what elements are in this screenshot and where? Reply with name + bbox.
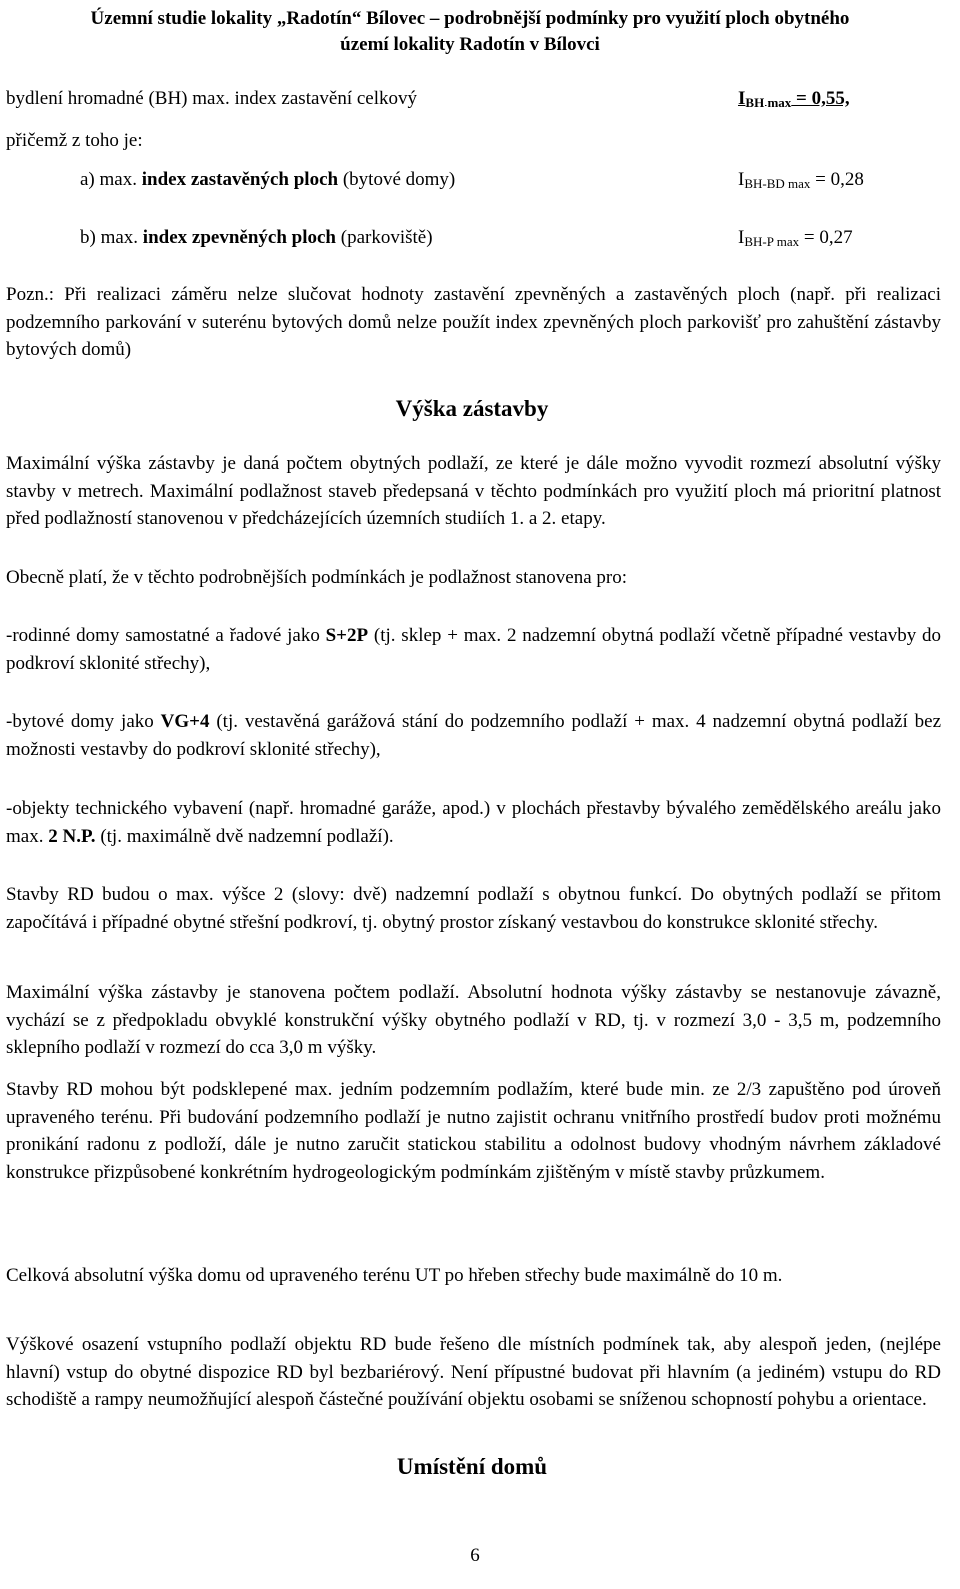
height-paragraph-6: Celková absolutní výška domu od upraveného terénu UT po hřeben střechy bude maximálně do 10 m. [6,1265,783,1286]
index-a-formula: $I_{BH-BD max} = 0,28$ [738,169,864,191]
indices-intro: přičemž z toho je: [6,130,143,151]
height-paragraph-1: Maximální výška zástavby je daná počtem obytných podlaží, ze které je dále možno vyvodit rozmezí absolutní výšky stavby v metrech. Maximální podlažnost staveb předepsaná v těchto podmínkách pro využití ploch má prioritní platnost před podlažností stanovenou v předcházejících územních studiích 1. a 2. etapy. [6,453,941,529]
height-paragraph-2: Obecně platí, že v těchto podrobnějších podmínkách je podlažnost stanovena pro: [6,567,628,588]
index-a-label: a) max. index zastavěných ploch (bytové domy) [80,169,456,190]
document-header [0,6,940,58]
section-title-placement: Umístění domů [396,1454,548,1479]
section-title-height: Výška zástavby [395,396,549,421]
bh-index-label: bydlení hromadné (BH) max. index zastavění celkový [6,88,418,109]
height-paragraph-3: Stavby RD budou o max. výšce 2 (slovy: dvě) nadzemní podlaží s obytnou funkcí. Do obytných podlaží se přitom započítává i případné obytné střešní podkroví, tj. obytný prostor získaný vestavbou do konstrukce sklonité střechy. [6,884,941,933]
height-paragraph-5: Stavby RD mohou být podsklepené max. jedním podzemním podlažím, které bude min. ze 2/3 zapuštěno pod úroveň upraveného terénu. Při budování podzemního podlaží je nutno zajistit ochranu vnitřního prostředí budov proti možnému pronikání radonu z podloží, dále je nutno zaručit statickou stabilitu a odolnost budovy vhodným návrhem základové konstrukce přizpůsobené konkrétním hydrogeologickým podmínkám zjištěným v místě stavby průzkumem. [6,1079,941,1183]
index-b-label: b) max. index zpevněných ploch (parkoviště) [80,227,433,248]
note-paragraph: Pozn.: Při realizaci záměru nelze slučovat hodnoty zastavění zpevněných a zastavěných ploch (např. při realizaci podzemního parkování v suterénu bytových domů nelze použít index zpevněných ploch parkovišť pro zahuštění zástavby bytových domů) [6,284,941,360]
bh-index-formula: $I_{BH max} = 0,55$, [738,88,850,110]
height-paragraph-4: Maximální výška zástavby je stanovena počtem podlaží. Absolutní hodnota výšky zástavby se nestanovuje závazně, vychází se z předpokladu obvyklé konstrukční výšky obytného podlaží v RD, tj. v rozmezí 3,0 - 3,5 m, podzemního sklepního podlaží v rozmezí do cca 3,0 m výšky. [6,982,941,1058]
header-line-2: území lokality Radotín v Bílovci [340,34,600,55]
height-paragraph-7: Výškové osazení vstupního podlaží objektu RD bude řešeno dle místních podmínek tak, aby alespoň jeden, (nejlépe hlavní) vstup do obytné dispozice RD byl bezbariérový. Není přípustné budovat při hlavním (a jediném) vstupu do RD schodiště a rampy neumožňující alespoň částečné používání objektu osobami se sníženou schopností pohybu a orientace. [6,1334,941,1410]
list-item-apartment-buildings: -bytové domy jako VG+4 (tj. vestavěná garážová stání do podzemního podlaží + max. 4 nadzemní obytná podlaží bez možnosti vestavby do podkroví sklonité střechy), [6,711,941,760]
list-item-technical-objects: -objekty technického vybavení (např. hromadné garáže, apod.) v plochách přestavby bývalého zemědělského areálu jako max. 2 N.P. (tj. maximálně dvě nadzemní podlaží). [6,798,941,847]
index-b-formula: $I_{BH-P max} = 0,27$ [738,227,853,249]
header-line-1: Územní studie lokality „Radotín“ Bílovec – podrobnější podmínky pro využití ploch obytného [90,8,850,29]
list-item-family-houses: -rodinné domy samostatné a řadové jako S+2P (tj. sklep + max. 2 nadzemní obytná podlaží včetně případné vestavby do podkroví sklonité střechy), [6,625,941,674]
page-number: 6 [470,1545,480,1566]
